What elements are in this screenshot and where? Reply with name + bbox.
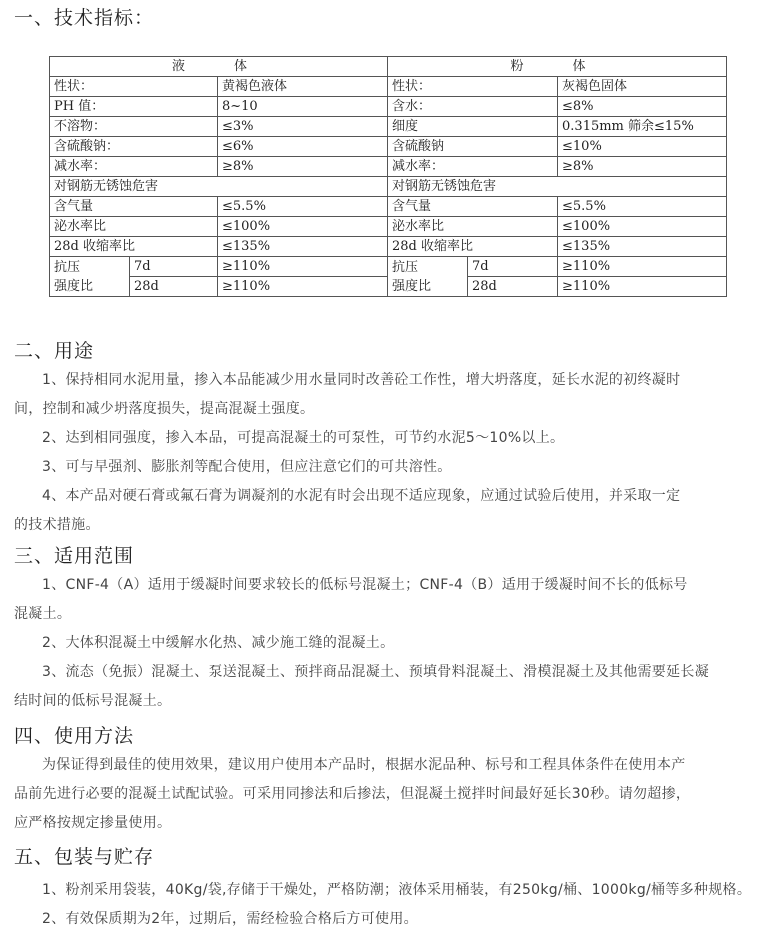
section-title-storage: 五、包装与贮存 [14,846,155,868]
table-row [50,77,727,97]
powder-label: 泌水率比 [388,217,558,237]
liquid-label: 含硫酸钠： [50,137,218,157]
scope-item-1-line-1: 1、CNF-4（A）适用于缓凝时间要求较长的低标号混凝土；CNF-4（B）适用于缓凝时间不长的低标号 [42,577,688,593]
table-row [50,197,727,217]
liquid-value: ≤100% [218,217,388,237]
powder-value-28d: ≥110% [558,277,727,297]
liquid-label: 含气量 [50,197,218,217]
strength-label-line2: 强度比 [54,278,94,294]
header-liquid: 液 体 [50,57,388,77]
table-row [50,217,727,237]
liquid-age-7d: 7d [130,257,218,277]
powder-label: 含气量 [388,197,558,217]
liquid-rust-note: 对钢筋无锈蚀危害 [50,177,388,197]
liquid-value: 8~10 [218,97,388,117]
scope-item-3-line-2: 结时间的低标号混凝土。 [14,693,172,709]
liquid-strength-label [50,257,130,297]
spec-table [49,56,727,297]
table-row [50,257,727,277]
liquid-age-28d: 28d [130,277,218,297]
powder-age-7d: 7d [468,257,558,277]
powder-label: 含硫酸钠 [388,137,558,157]
section-title-scope: 三、适用范围 [14,545,135,567]
liquid-value-7d: ≥110% [218,257,388,277]
method-line-2: 品前先进行必要的混凝土试配试验。可采用同掺法和后掺法，但混凝土搅拌时间最好延长30秒。请勿超掺， [14,786,691,802]
storage-item-1: 1、粉剂采用袋装，40Kg/袋,存储于干燥处，严格防潮；液体采用桶装，有250kg/桶、1000kg/桶等多种规格。 [42,882,752,898]
powder-value: 0.315mm 筛余≤15% [558,117,727,137]
liquid-value: ≤3% [218,117,388,137]
usage-item-2: 2、达到相同强度，掺入本品，可提高混凝土的可泵性，可节约水泥5～10%以上。 [42,430,565,446]
powder-value: ≥8% [558,157,727,177]
table-row [50,97,727,117]
section-title-method: 四、使用方法 [14,725,135,747]
section-title-specs: 一、技术指标： [14,7,155,29]
usage-item-4-line-1: 4、本产品对硬石膏或氟石膏为调凝剂的水泥有时会出现不适应现象，应通过试验后使用，并采取一定 [42,488,681,504]
powder-value: ≤8% [558,97,727,117]
liquid-label: 泌水率比 [50,217,218,237]
powder-label: 28d 收缩率比 [388,237,558,257]
liquid-value: ≤135% [218,237,388,257]
table-row [50,117,727,137]
powder-strength-label [388,257,468,297]
powder-value: ≤5.5% [558,197,727,217]
powder-value-7d: ≥110% [558,257,727,277]
liquid-value: ≤6% [218,137,388,157]
powder-label: 含水： [388,97,558,117]
usage-item-1-line-2: 间，控制和减少坍落度损失，提高混凝土强度。 [14,401,315,417]
table-row [50,237,727,257]
usage-item-1-line-1: 1、保持相同水泥用量，掺入本品能减少用水量同时改善砼工作性，增大坍落度，延长水泥的初终凝时 [42,372,681,388]
header-powder: 粉 体 [388,57,727,77]
powder-value: ≤135% [558,237,727,257]
storage-paragraphs [14,876,766,934]
storage-item-2: 2、有效保质期为2年，过期后，需经检验合格后方可使用。 [42,911,418,927]
usage-item-4-line-2: 的技术措施。 [14,517,100,533]
powder-label: 细度 [388,117,558,137]
table-row [50,177,727,197]
liquid-value: ≥8% [218,157,388,177]
table-row [50,137,727,157]
liquid-label: 减水率： [50,157,218,177]
scope-item-3-line-1: 3、流态（免振）混凝土、泵送混凝土、预拌商品混凝土、预填骨料混凝土、滑模混凝土及其他需要延长凝 [42,664,710,680]
strength-label-line2: 强度比 [392,278,432,294]
powder-value: 灰褐色固体 [558,77,727,97]
liquid-label: 不溶物： [50,117,218,137]
powder-value: ≤100% [558,217,727,237]
scope-item-1-line-2: 混凝土。 [14,606,72,622]
usage-paragraphs [14,366,766,540]
liquid-value: 黄褐色液体 [218,77,388,97]
powder-label: 减水率： [388,157,558,177]
scope-paragraphs [14,571,766,716]
powder-rust-note: 对钢筋无锈蚀危害 [388,177,727,197]
liquid-label: PH 值： [50,97,218,117]
strength-label-line1: 抗压 [392,259,419,275]
liquid-value-28d: ≥110% [218,277,388,297]
powder-age-28d: 28d [468,277,558,297]
powder-value: ≤10% [558,137,727,157]
scope-item-2: 2、大体积混凝土中缓解水化热、减少施工缝的混凝土。 [42,635,395,651]
method-line-1: 为保证得到最佳的使用效果，建议用户使用本产品时，根据水泥品种、标号和工程具体条件在使用本产 [42,757,686,773]
strength-label-line1: 抗压 [54,259,81,275]
liquid-value: ≤5.5% [218,197,388,217]
liquid-label: 28d 收缩率比 [50,237,218,257]
method-line-3: 应严格按规定掺量使用。 [14,815,172,831]
liquid-label: 性状： [50,77,218,97]
usage-item-3: 3、可与早强剂、膨胀剂等配合使用，但应注意它们的可共溶性。 [42,459,452,475]
section-title-usage: 二、用途 [14,340,95,362]
table-header-row [50,57,727,77]
powder-label: 性状： [388,77,558,97]
table-row [50,157,727,177]
method-paragraph [14,751,766,838]
